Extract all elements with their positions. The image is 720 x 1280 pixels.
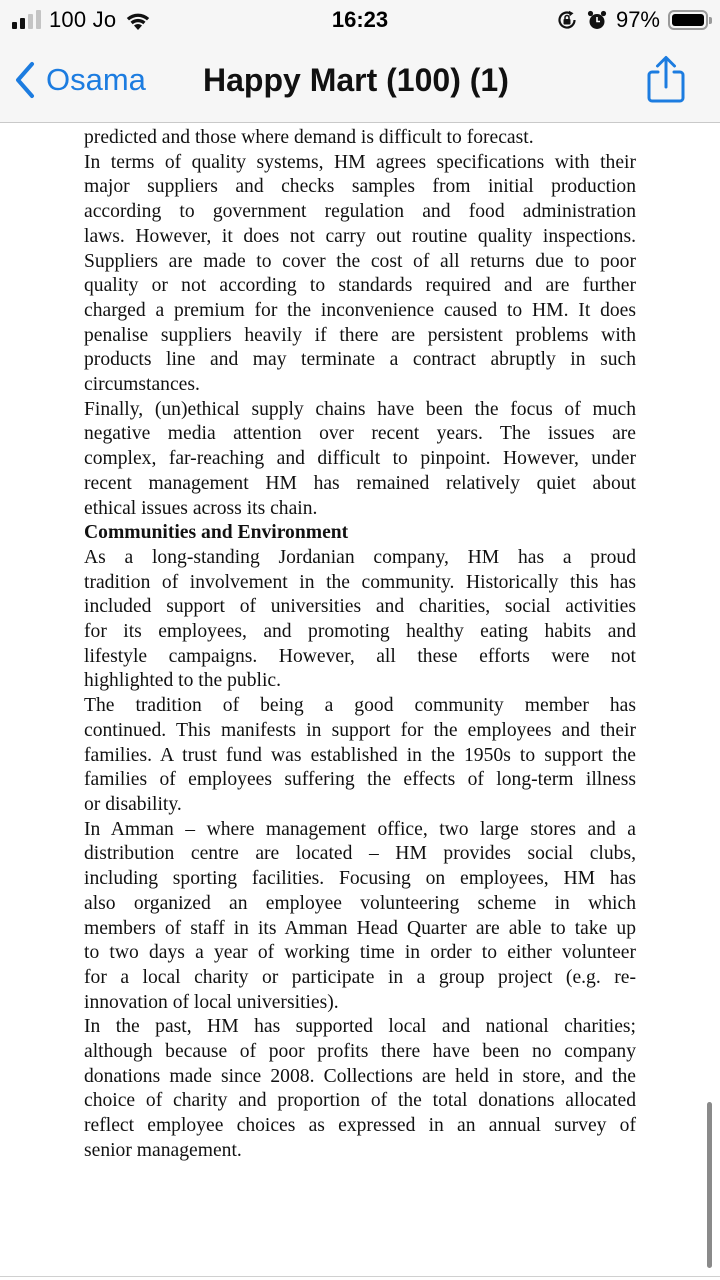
text-line: circumstances.: [84, 374, 200, 396]
text-line: penalise suppliers heavily if there are persistent problems with: [84, 324, 636, 346]
text-line: laws. However, it does not carry out routine quality inspections.: [84, 225, 636, 247]
status-bar: [0, 0, 720, 40]
section-heading: Communities and Environment: [84, 522, 349, 544]
paragraph-community-tradition: [84, 546, 636, 694]
battery-percent: 97%: [615, 7, 660, 32]
text-line: choice of charity and proportion of the total donations allocated: [84, 1090, 636, 1112]
paragraph-amman: [84, 818, 636, 1016]
paragraph-charities: [84, 1015, 636, 1163]
text-line: complex, far-reaching and difficult to pinpoint. However, under: [84, 448, 636, 470]
text-line: tradition of involvement in the community. Historically this has: [84, 571, 636, 593]
battery-icon: [668, 10, 708, 30]
back-label: Osama: [46, 62, 146, 97]
text-line: Finally, (un)ethical supply chains have been the focus of much: [84, 398, 636, 420]
text-line: or disability.: [84, 793, 182, 815]
text-line: members of staff in its Amman Head Quarter are able to take up: [84, 917, 636, 939]
text-line: included support of universities and charities, social activities: [84, 596, 636, 618]
nav-bar: [0, 48, 720, 116]
text-line: ethical issues across its chain.: [84, 497, 318, 519]
alarm-icon: [586, 9, 608, 31]
text-line: Suppliers are made to cover the cost of all returns due to poor: [84, 250, 636, 272]
document-title: Happy Mart (100) (1): [203, 62, 509, 98]
scrollbar[interactable]: [707, 1102, 712, 1268]
paragraph-ethical-supply: [84, 398, 636, 522]
text-line: continued. This manifests in support for the employees and their: [84, 719, 636, 741]
text-line: families of employees suffering the effects of long-term illness: [84, 769, 636, 791]
status-time: 16:23: [331, 7, 389, 32]
text-line: innovation of local universities).: [84, 991, 339, 1013]
paragraph-good-community-member: [84, 694, 636, 818]
paragraph: [84, 126, 636, 151]
text-line: In Amman – where management office, two large stores and a: [84, 818, 636, 840]
text-line: although because of poor profits there have been no company: [84, 1041, 636, 1063]
text-line: quality or not according to standards required and are further: [84, 275, 636, 297]
share-icon: [644, 54, 688, 104]
text-line: lifestyle campaigns. However, all these efforts were not: [84, 645, 636, 667]
text-line: to two days a year of working time in order to either volunteer: [84, 942, 636, 964]
text-line: As a long-standing Jordanian company, HM has a proud: [84, 546, 636, 568]
text-line: distribution centre are located – HM provides social clubs,: [84, 843, 636, 865]
text-line: according to government regulation and food administration: [84, 201, 636, 223]
text-line: predicted and those where demand is difficult to forecast.: [84, 127, 534, 148]
text-line: negative media attention over recent years. The issues are: [84, 423, 636, 445]
text-line: highlighted to the public.: [84, 670, 281, 692]
text-line: families. A trust fund was established in the 1950s to support the: [84, 744, 636, 766]
text-line: major suppliers and checks samples from initial production: [84, 176, 636, 198]
status-right: [556, 6, 708, 34]
text-line: recent management HM has remained relatively quiet about: [84, 472, 636, 494]
text-line: for its employees, and promoting healthy eating habits and: [84, 621, 636, 643]
text-line: reflect employee choices as expressed in an annual survey of: [84, 1115, 636, 1137]
share-button[interactable]: [644, 54, 688, 104]
text-line: donations made since 2008. Collections are held in store, and the: [84, 1065, 636, 1087]
text-line: In the past, HM has supported local and national charities;: [84, 1016, 636, 1038]
top-chrome: [0, 0, 720, 123]
back-button[interactable]: [14, 60, 146, 100]
document-viewer[interactable]: [0, 124, 720, 1280]
document-page: [84, 126, 636, 1164]
orientation-lock-icon: [556, 9, 578, 31]
text-line: including sporting facilities. Focusing on employees, HM has: [84, 868, 636, 890]
text-line: In terms of quality systems, HM agrees specifications with their: [84, 151, 636, 173]
text-line: The tradition of being a good community member has: [84, 695, 636, 717]
text-line: senior management.: [84, 1139, 242, 1161]
carrier-name: 100 Jo: [49, 7, 117, 32]
bottom-divider: [0, 1276, 720, 1277]
text-line: also organized an employee volunteering scheme in which: [84, 892, 636, 914]
text-line: products line and may terminate a contract abruptly in such: [84, 349, 636, 371]
text-line: for a local charity or participate in a group project (e.g. re-: [84, 966, 636, 988]
text-line: charged a premium for the inconvenience caused to HM. It does: [84, 299, 636, 321]
chevron-left-icon: [14, 61, 36, 99]
paragraph-quality-systems: [84, 151, 636, 398]
